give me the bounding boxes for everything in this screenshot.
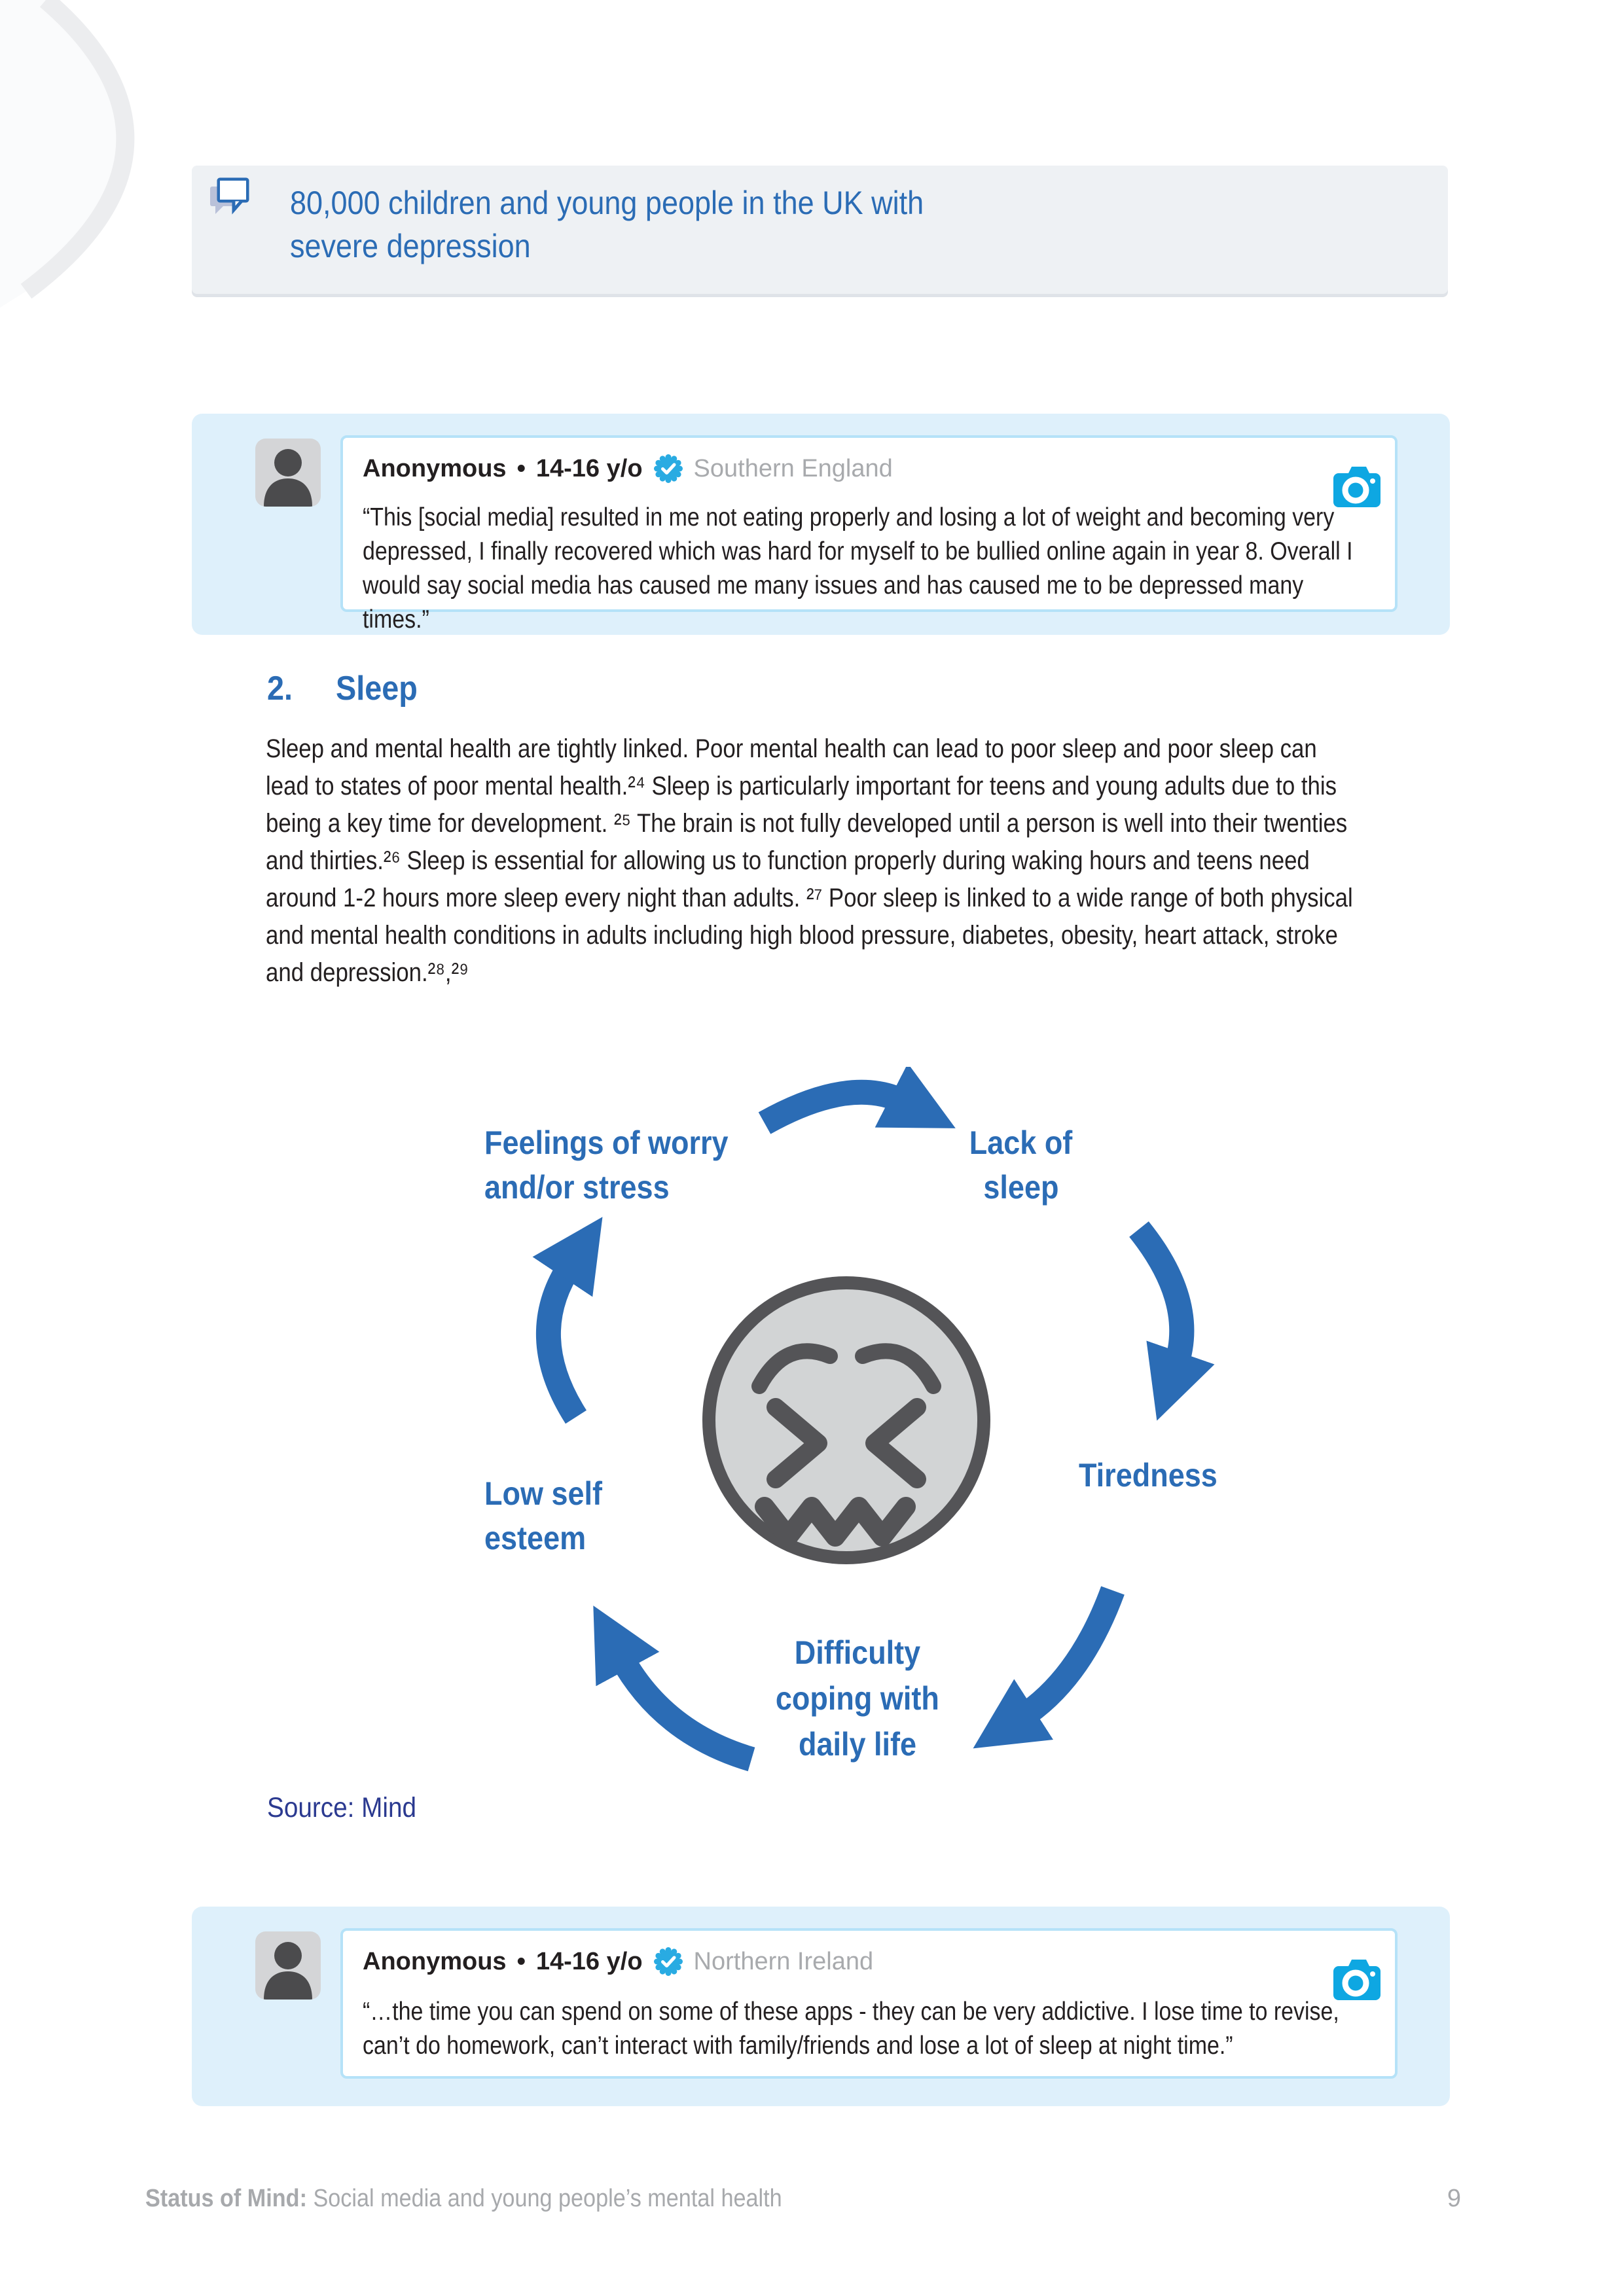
quote-author-row: [363, 1946, 873, 1977]
section-title: Sleep: [336, 670, 418, 708]
quote-author-name: Anonymous: [363, 454, 507, 482]
person-silhouette-icon: [255, 1931, 321, 2000]
quote-author-age: 14-16 y/o: [535, 1947, 643, 1975]
quote-author-name: Anonymous: [363, 1947, 507, 1975]
banner-title-line2: severe depression: [290, 228, 531, 264]
quote-card: [192, 1907, 1450, 2106]
separator-dot: •: [516, 454, 526, 482]
decorative-arc: [0, 0, 209, 340]
banner-title: [290, 181, 994, 268]
diagram-label-tiredness: Tiredness: [1079, 1457, 1218, 1494]
person-silhouette-icon: [255, 439, 321, 507]
quote-author-location: Northern Ireland: [693, 1947, 874, 1975]
diagram-label-low-self-esteem: Low self esteem: [484, 1475, 603, 1556]
page-number: 9: [1447, 2185, 1461, 2212]
quote-text: “This [social media] resulted in me not eating properly and losing a lot of weight and becoming very depressed, I finally recovered which was hard for myself to be bullied online again in year 8. Overall I would say social media has caused me many issues and has caused me to be depressed many times.”: [363, 503, 1353, 634]
avatar: [255, 1931, 321, 2000]
diagram-source: Source: Mind: [267, 1792, 417, 1823]
confounded-face-emoji: [709, 1283, 984, 1558]
quote-card-body: [340, 435, 1398, 634]
avatar: [255, 439, 321, 507]
quote-author-row: [363, 454, 893, 484]
diagram-label-worry: Feelings of worry and/or stress: [484, 1124, 729, 1206]
quote-author-age: 14-16 y/o: [535, 454, 643, 482]
footer-report-title: Status of Mind:: [145, 2185, 307, 2212]
footer-subtitle: Social media and young people’s mental health: [306, 2185, 782, 2212]
page-footer: [145, 2185, 1461, 2213]
quote-author-location: Southern England: [693, 454, 893, 482]
banner-title-line1: 80,000 children and young people in the UK with: [290, 185, 924, 221]
verified-badge-icon: [653, 1946, 683, 1977]
header-banner: [192, 166, 1448, 294]
speech-bubble-icon: [208, 176, 251, 217]
diagram-label-lack-of-sleep: Lack of sleep: [969, 1124, 1073, 1206]
quote-card-body: [340, 1928, 1398, 2079]
diagram-label-difficulty-coping: Difficulty coping with daily life: [776, 1634, 939, 1763]
body-paragraph: Sleep and mental health are tightly linked. Poor mental health can lead to poor sleep and poor sleep can lead to states of poor mental health.²⁴ Sleep is particularly important for teens and young adults due to this being a key time for development. ²⁵ The brain is not fully developed until a person is well into their twenties and thirties.²⁶ Sleep is essential for allowing us to function properly during waking hours and teens need around 1-2 hours more sleep every night than adults. ²⁷ Poor sleep is linked to a wide range of both physical and mental health conditions in adults including high blood pressure, diabetes, obesity, heart attack, stroke and depression.²⁸,²⁹: [266, 734, 1353, 987]
separator-dot: •: [516, 1947, 526, 1975]
quote-card: [192, 414, 1450, 635]
verified-badge-icon: [653, 454, 683, 484]
quote-text: “…the time you can spend on some of these apps - they can be very addictive. I lose time to revise, can’t do homework, can’t interact with family/friends and lose a lot of sleep at night time.”: [363, 1998, 1339, 2060]
section-number: 2.: [267, 670, 293, 708]
section-heading: [267, 669, 427, 708]
